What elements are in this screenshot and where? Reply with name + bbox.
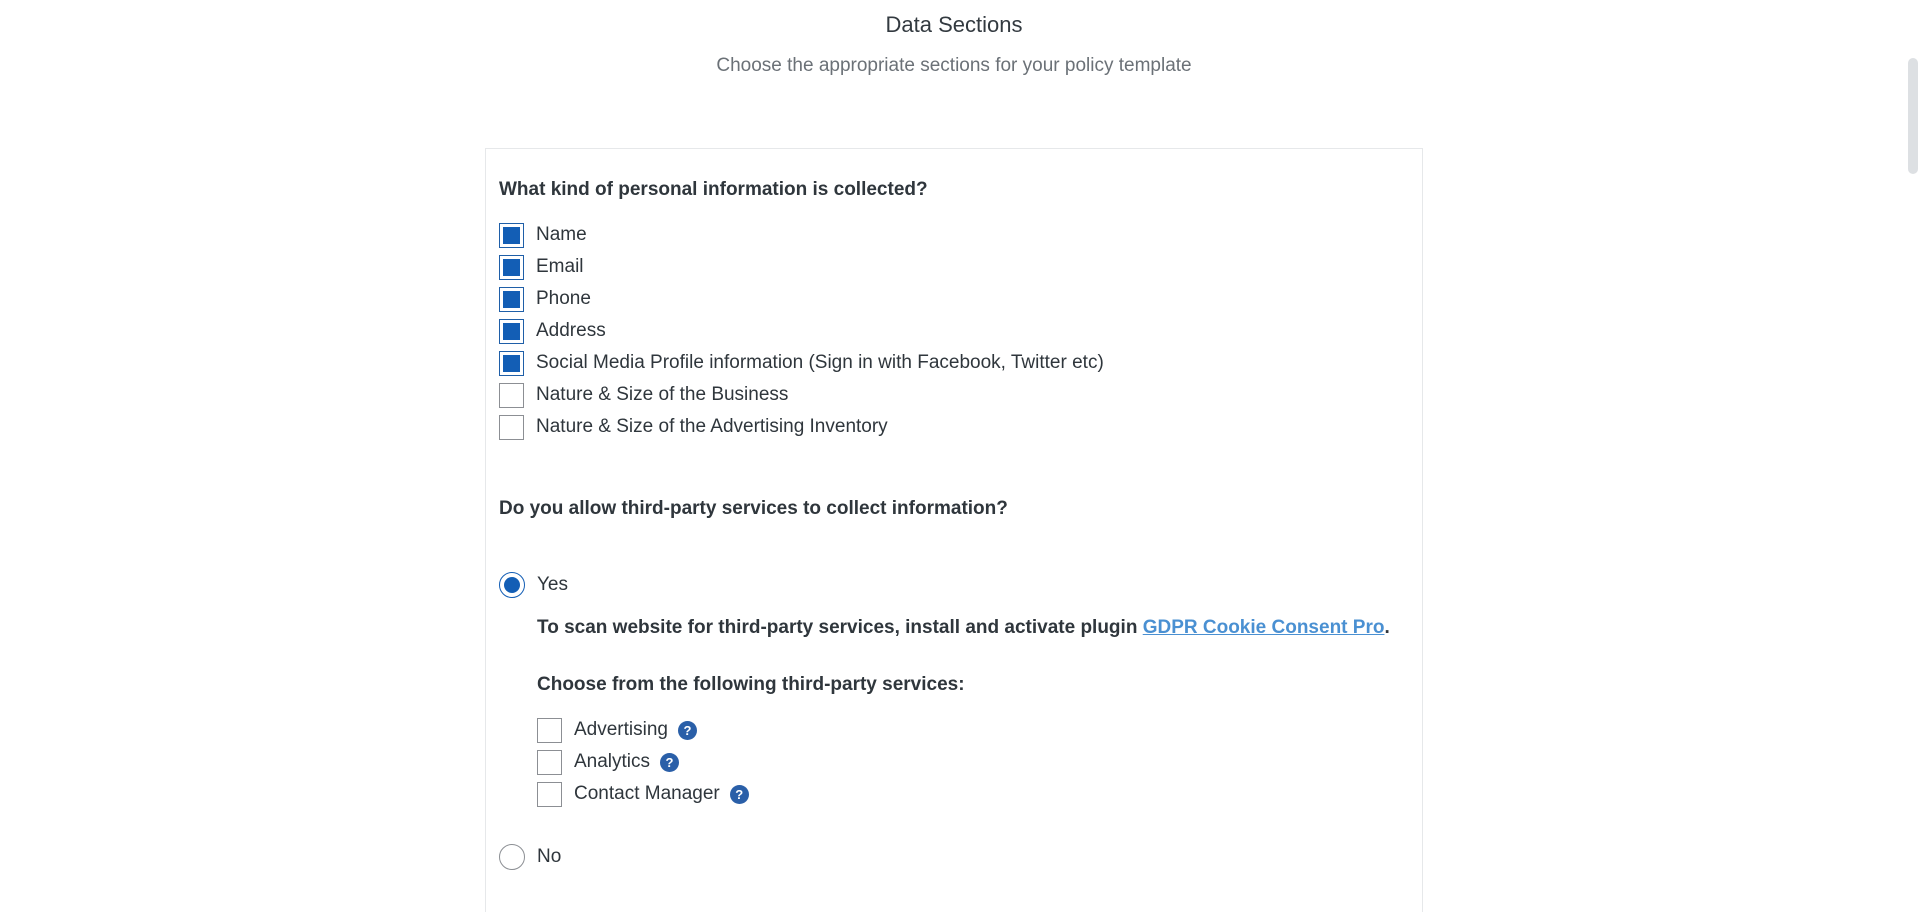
option-label: Nature & Size of the Advertising Inventory bbox=[536, 416, 888, 437]
option-label: Nature & Size of the Business bbox=[536, 384, 789, 405]
radio-label: Yes bbox=[537, 574, 568, 595]
service-label: Analytics bbox=[574, 751, 651, 772]
third-party-question: Do you allow third-party services to collect information? bbox=[499, 498, 1008, 519]
no-radio[interactable] bbox=[499, 844, 525, 870]
option-label: Phone bbox=[536, 288, 591, 309]
analytics-checkbox[interactable] bbox=[537, 750, 562, 775]
gdpr-plugin-link[interactable]: GDPR Cookie Consent Pro bbox=[1142, 617, 1385, 638]
option-social-media[interactable] bbox=[499, 350, 1104, 376]
help-icon[interactable]: ? bbox=[730, 785, 749, 804]
page-subtitle: Choose the appropriate sections for your policy template bbox=[716, 55, 1192, 76]
data-sections-card bbox=[485, 148, 1423, 912]
option-phone[interactable] bbox=[499, 286, 591, 312]
option-advertising-inventory[interactable] bbox=[499, 414, 888, 440]
option-label: Social Media Profile information (Sign in with Facebook, Twitter etc) bbox=[536, 352, 1104, 373]
option-label: Address bbox=[536, 320, 606, 341]
service-analytics[interactable] bbox=[537, 749, 679, 775]
service-label: Advertising bbox=[574, 719, 668, 740]
name-checkbox[interactable] bbox=[499, 223, 524, 248]
business-size-checkbox[interactable] bbox=[499, 383, 524, 408]
option-address[interactable] bbox=[499, 318, 606, 344]
services-heading: Choose from the following third-party services: bbox=[537, 674, 965, 695]
radio-label: No bbox=[537, 846, 562, 867]
page-title: Data Sections bbox=[885, 12, 1023, 37]
scan-note bbox=[537, 617, 1390, 639]
address-checkbox[interactable] bbox=[499, 319, 524, 344]
yes-radio[interactable] bbox=[499, 572, 525, 598]
scan-note-end: . bbox=[1384, 617, 1390, 638]
advertising-inventory-checkbox[interactable] bbox=[499, 415, 524, 440]
service-contact-manager[interactable] bbox=[537, 781, 749, 807]
contact-manager-checkbox[interactable] bbox=[537, 782, 562, 807]
option-email[interactable] bbox=[499, 254, 584, 280]
service-label: Contact Manager bbox=[574, 783, 720, 804]
email-checkbox[interactable] bbox=[499, 255, 524, 280]
advertising-checkbox[interactable] bbox=[537, 718, 562, 743]
scrollbar-thumb[interactable] bbox=[1908, 58, 1918, 174]
scan-note-text: To scan website for third-party services, install and activate plugin bbox=[537, 617, 1143, 638]
option-label: Email bbox=[536, 256, 584, 277]
option-name[interactable] bbox=[499, 222, 587, 248]
service-advertising[interactable] bbox=[537, 717, 697, 743]
social-media-checkbox[interactable] bbox=[499, 351, 524, 376]
radio-yes[interactable] bbox=[499, 572, 568, 598]
option-business-size[interactable] bbox=[499, 382, 788, 408]
help-icon[interactable]: ? bbox=[660, 753, 679, 772]
option-label: Name bbox=[536, 224, 587, 245]
radio-no[interactable] bbox=[499, 844, 561, 870]
phone-checkbox[interactable] bbox=[499, 287, 524, 312]
help-icon[interactable]: ? bbox=[678, 721, 697, 740]
personal-info-question: What kind of personal information is collected? bbox=[499, 179, 928, 200]
